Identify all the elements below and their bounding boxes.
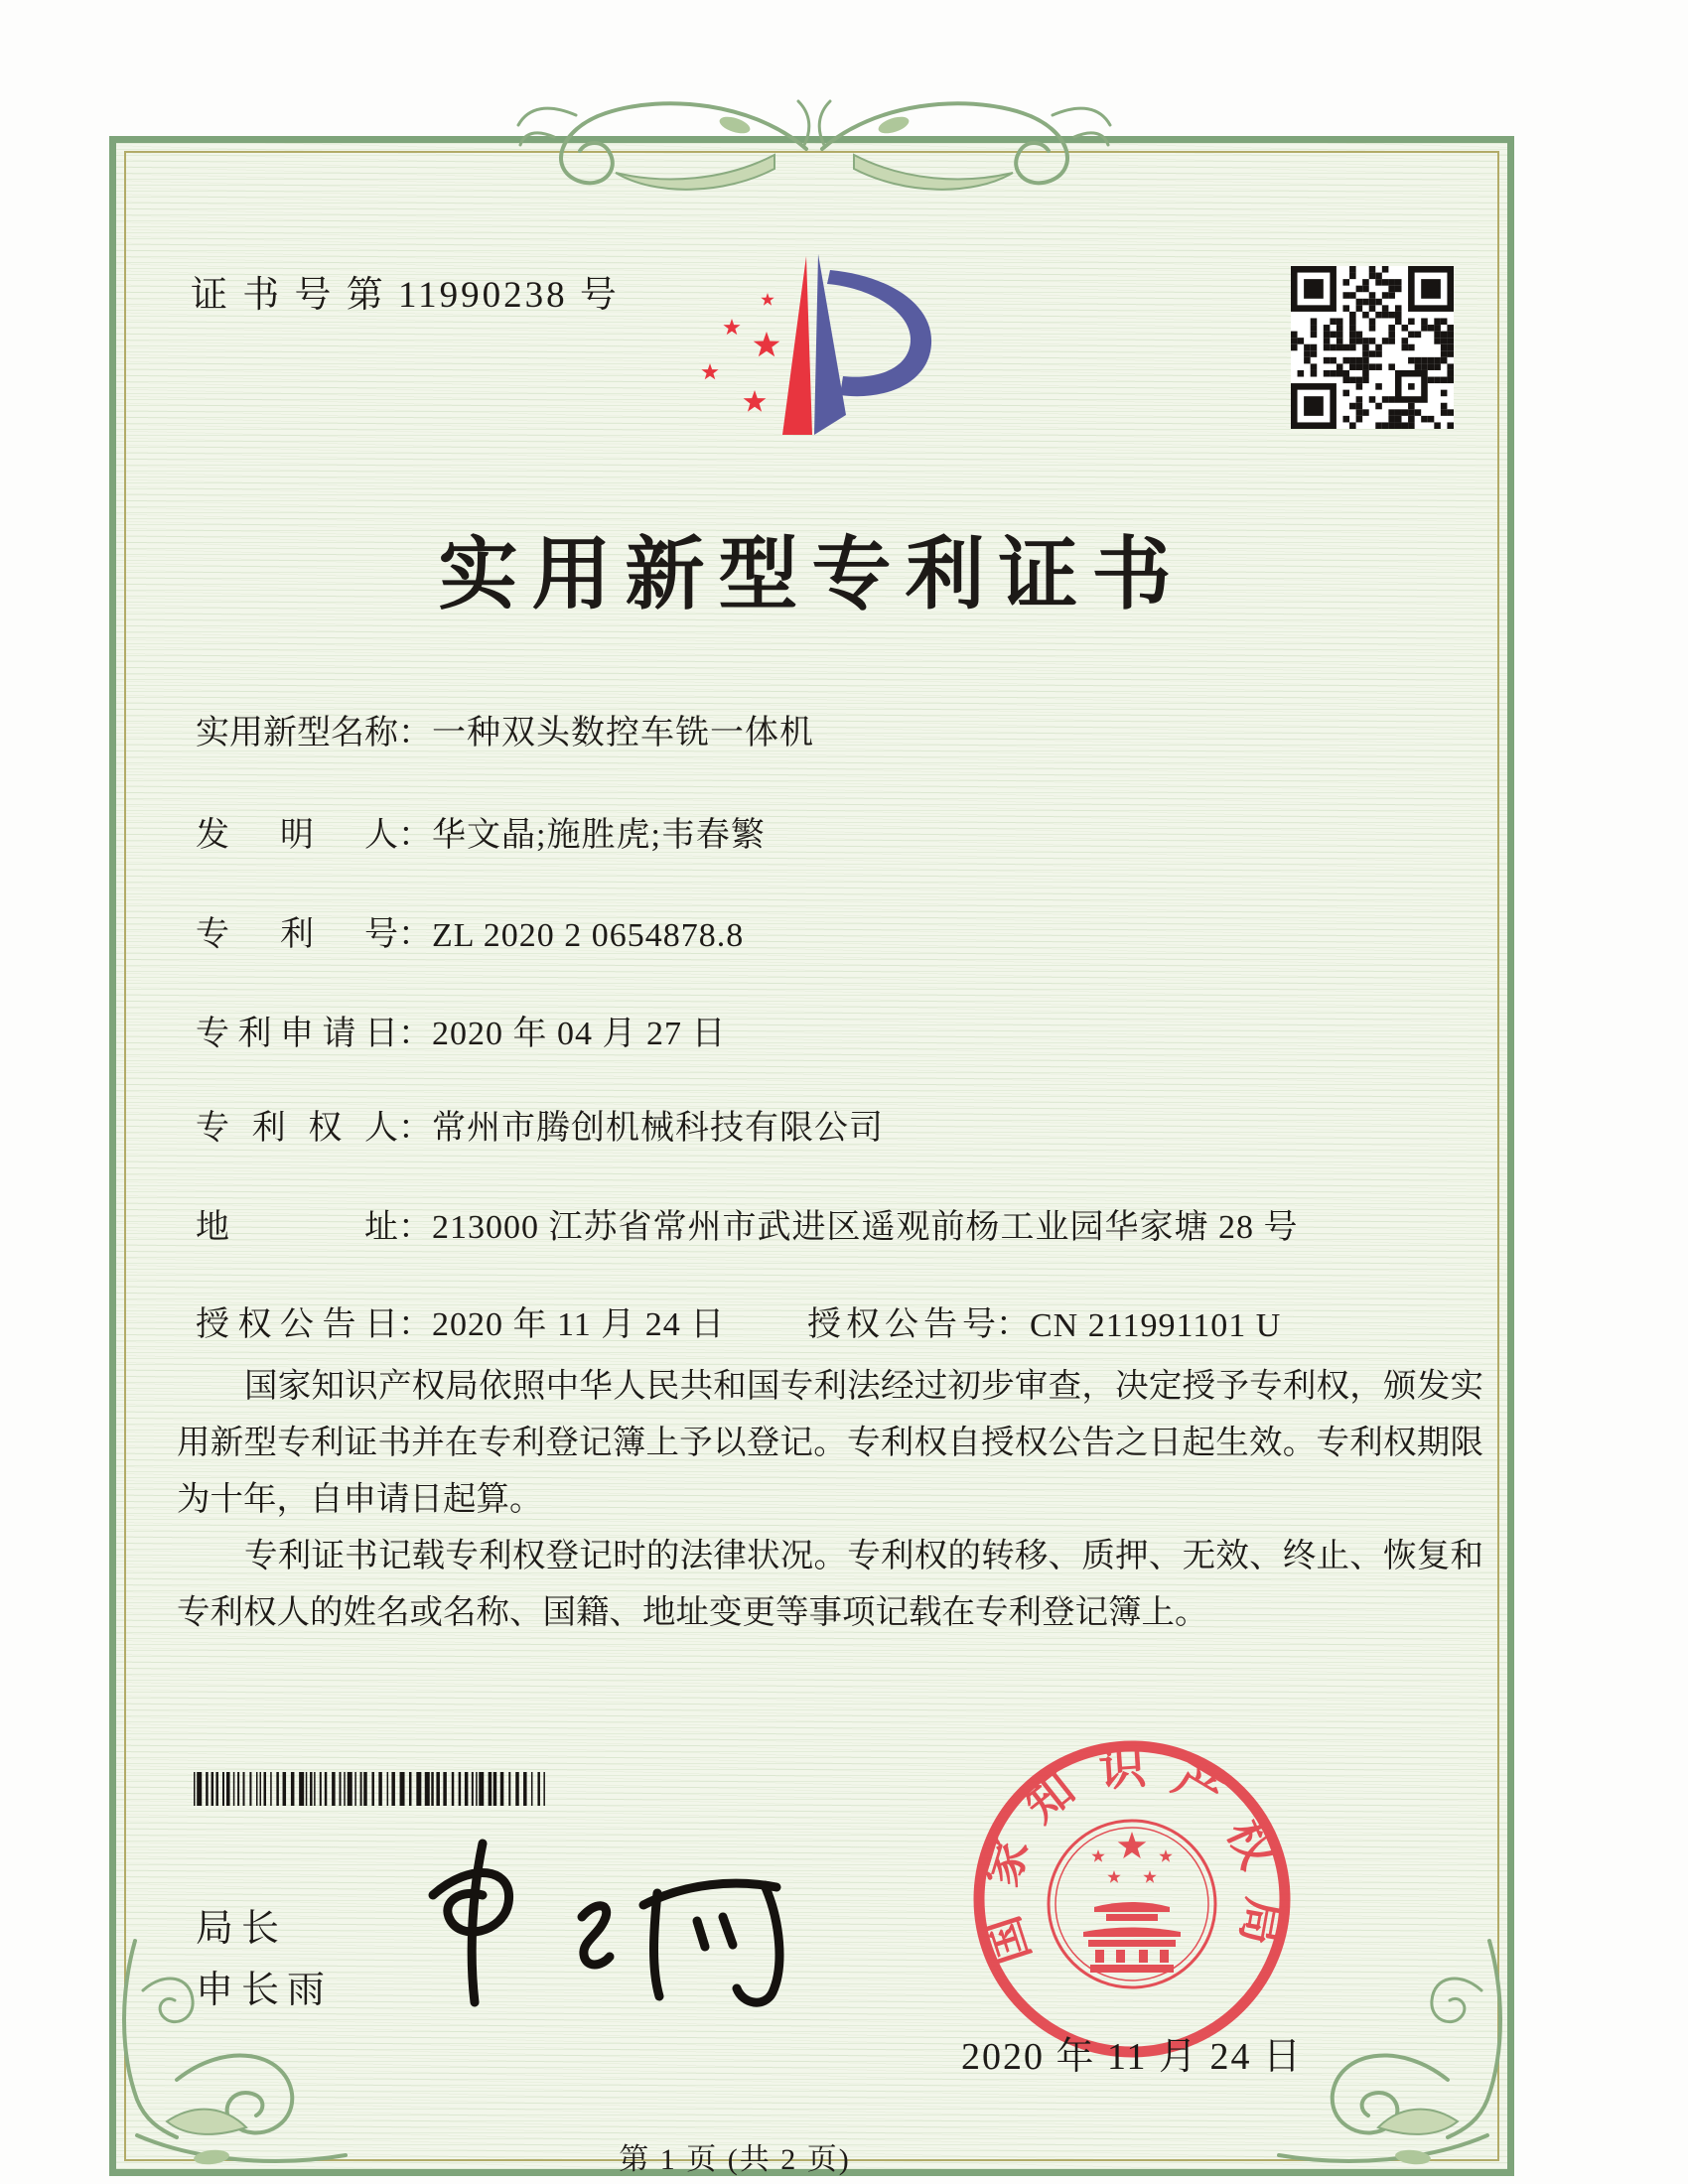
field-row-grant-date: 授权公告日：2020 年 11 月 24 日 [196,1297,725,1345]
field-value: 213000 江苏省常州市武进区遥观前杨工业园华家塘 28 号 [432,1209,1299,1246]
field-row-utility-model-name: 实用新型名称：一种双头数控车铣一体机 [196,705,814,753]
signatory-name: 申长雨 [196,1970,334,2011]
field-label: 授权公告号 [807,1306,996,1343]
signatory-title: 局长 [196,1908,288,1950]
field-value: ZL 2020 2 0654878.8 [432,917,745,954]
body-paragraph-1: 国家知识产权局依照中华人民共和国专利法经过初步审查，决定授予专利权，颁发实用新型专利证书并在专利登记簿上予以登记。专利权自授权公告之日起生效。专利权期限为十年，自申请日起算。 [177,1368,1483,1518]
legal-body-text [177,1358,1483,1641]
field-value: 常州市腾创机械科技有限公司 [432,1110,884,1147]
seal-date: 2020 年 11 月 24 日 [960,2036,1304,2078]
field-label: 专利号 [196,916,398,953]
certificate-number: 证 书 号 第 11990238 号 [191,275,620,316]
field-value: 2020 年 04 月 27 日 [432,1016,727,1052]
field-label: 授权公告日 [196,1306,398,1343]
field-row-grant-number: 授权公告号：CN 211991101 U [807,1297,1281,1345]
field-label: 专利权人 [196,1110,398,1147]
field-value: 2020 年 11 月 24 日 [432,1306,726,1343]
certificate-title: 实用新型专利证书 [438,532,1186,619]
field-row-inventors: 发明人：华文晶;施胜虎;韦春繁 [196,807,766,856]
certificate-frame-inner-line [124,151,1499,2161]
certificate-frame [109,136,1514,2176]
seal-ring-text: 国家知识产权局 [975,1741,1290,1971]
field-label: 地址 [196,1209,398,1246]
field-row-patentee: 专利权人：常州市腾创机械科技有限公司 [196,1100,884,1149]
field-value: 华文晶;施胜虎;韦春繁 [432,817,766,854]
field-label: 发明人 [196,817,398,854]
field-label: 专利申请日 [196,1016,398,1052]
body-paragraph-2: 专利证书记载专利权登记时的法律状况。专利权的转移、质押、无效、终止、恢复和专利权人的姓名或名称、国籍、地址变更等事项记载在专利登记簿上。 [177,1538,1483,1631]
field-row-address: 地址：213000 江苏省常州市武进区遥观前杨工业园华家塘 28 号 [196,1199,1299,1248]
field-value: 一种双头数控车铣一体机 [432,715,814,751]
field-row-patent-number: 专利号：ZL 2020 2 0654878.8 [196,906,744,955]
page-footer: 第 1 页 (共 2 页) [619,2143,851,2176]
field-row-filing-date: 专利申请日：2020 年 04 月 27 日 [196,1006,727,1054]
field-label: 实用新型名称 [196,715,398,751]
field-value: CN 211991101 U [1030,1307,1282,1344]
